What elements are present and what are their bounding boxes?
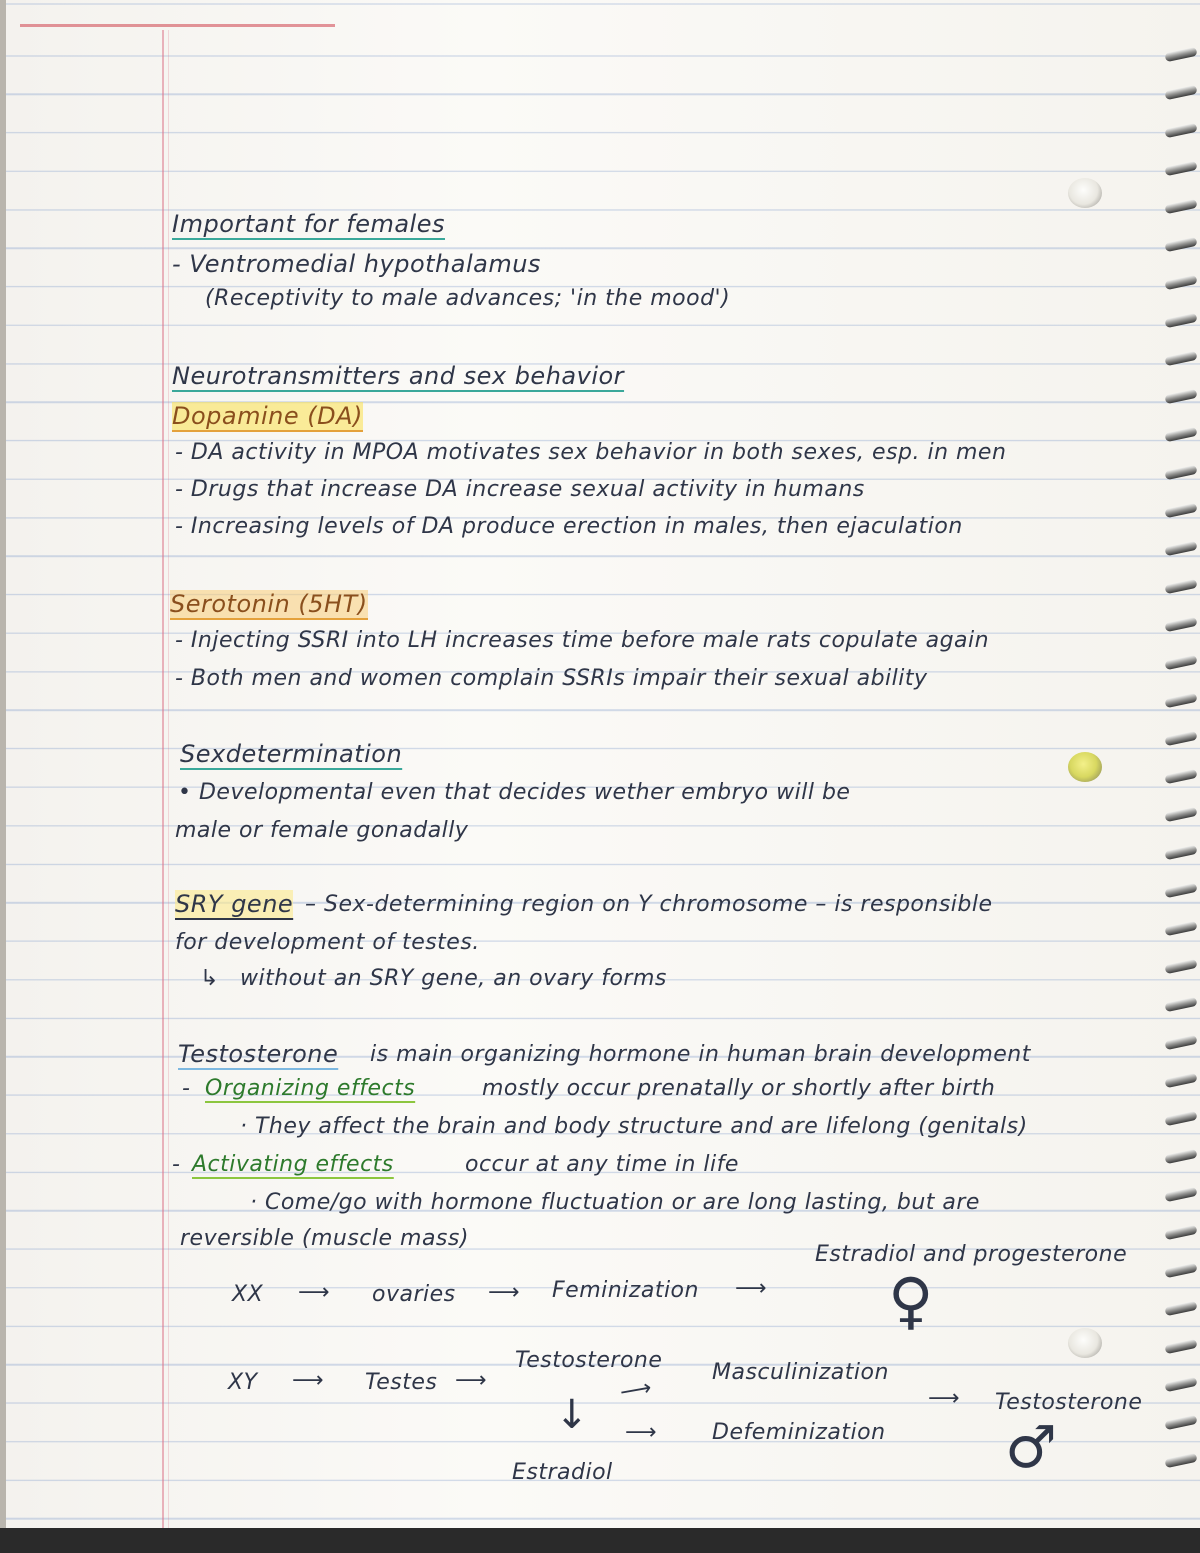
arrow-icon: ⟶ — [292, 1368, 325, 1393]
sry-line-1: – Sex-determining region on Y chromosome – is responsible — [305, 892, 993, 917]
spiral-coil — [1164, 1149, 1197, 1164]
spiral-coil — [1164, 1187, 1197, 1202]
sex-determination-line-2: male or female gonadally — [175, 818, 469, 843]
organizing-effects-line: mostly occur prenatally or shortly after birth — [482, 1076, 996, 1101]
spiral-coil — [1164, 427, 1197, 442]
neurotransmitters-heading: Neurotransmitters and sex behavior — [172, 362, 625, 390]
spiral-coil — [1164, 1263, 1197, 1278]
estradiol-label: Estradiol — [512, 1460, 613, 1485]
punch-hole — [1068, 178, 1102, 208]
spiral-coil — [1164, 769, 1197, 784]
testosterone-line-1: is main organizing hormone in human brain development — [370, 1042, 1031, 1067]
male-symbol-icon: ♂ — [1005, 1413, 1057, 1481]
spiral-coil — [1164, 845, 1197, 860]
spiral-coil — [1164, 1453, 1197, 1468]
spiral-coil — [1164, 275, 1197, 290]
xx-label: XX — [232, 1282, 264, 1307]
sex-determination-heading: Sexdetermination — [180, 740, 403, 768]
spiral-coil — [1164, 47, 1197, 62]
page-left-edge — [0, 0, 6, 1530]
spiral-coil — [1164, 1339, 1197, 1354]
dopamine-heading: Dopamine (DA) — [172, 402, 363, 430]
arrow-icon: ⟶ — [488, 1280, 521, 1305]
sex-determination-line-1: • Developmental even that decides wether embryo will be — [178, 780, 851, 805]
organizing-effects-detail: · They affect the brain and body structure and are lifelong (genitals) — [240, 1114, 1028, 1139]
testosterone-term: Testosterone — [178, 1040, 339, 1068]
margin-line — [162, 30, 164, 1528]
sry-gene-term: SRY gene — [175, 890, 294, 918]
sry-arrow-icon: ↳ — [200, 966, 219, 991]
dopamine-item: - Increasing levels of DA produce erection in males, then ejaculation — [175, 514, 963, 539]
spiral-coil — [1164, 351, 1197, 366]
dash-mark: - — [182, 1076, 191, 1101]
spiral-coil — [1164, 921, 1197, 936]
xy-label: XY — [228, 1370, 258, 1395]
serotonin-item: - Both men and women complain SSRIs impair their sexual ability — [175, 666, 928, 691]
dopamine-item: - DA activity in MPOA motivates sex behavior in both sexes, esp. in men — [175, 440, 1007, 465]
activating-effects-detail-2: reversible (muscle mass) — [180, 1226, 469, 1251]
spiral-coil — [1164, 1301, 1197, 1316]
margin-line-shadow — [168, 30, 169, 1528]
punch-hole — [1068, 752, 1102, 782]
spiral-coil — [1164, 541, 1197, 556]
masculinization-label: Masculinization — [712, 1360, 889, 1385]
ovaries-label: ovaries — [372, 1282, 456, 1307]
sry-line-2: for development of testes. — [175, 930, 480, 955]
spiral-coil — [1164, 693, 1197, 708]
spiral-coil — [1164, 237, 1197, 252]
spiral-coil — [1164, 1415, 1197, 1430]
dash-mark: - — [172, 1152, 181, 1177]
spiral-coil — [1164, 883, 1197, 898]
serotonin-heading: Serotonin (5HT) — [170, 590, 368, 618]
spiral-coil — [1164, 1377, 1197, 1392]
activating-effects-line: occur at any time in life — [465, 1152, 739, 1177]
arrow-icon: ⟶ — [618, 1375, 654, 1406]
xx-hormones-label: Estradiol and progesterone — [815, 1242, 1128, 1267]
spiral-coil — [1164, 731, 1197, 746]
females-line-1: - Ventromedial hypothalamus — [172, 250, 541, 278]
spiral-coil — [1164, 503, 1197, 518]
females-heading: Important for females — [172, 210, 445, 238]
spiral-coil — [1164, 807, 1197, 822]
spiral-coil — [1164, 1225, 1197, 1240]
spiral-coil — [1164, 617, 1197, 632]
arrow-icon: ⟶ — [735, 1276, 768, 1301]
arrow-icon: ⟶ — [298, 1280, 331, 1305]
spiral-coil — [1164, 1073, 1197, 1088]
feminization-label: Feminization — [552, 1278, 699, 1303]
activating-effects-detail-1: · Come/go with hormone fluctuation or are long lasting, but are — [250, 1190, 980, 1215]
sry-line-3: without an SRY gene, an ovary forms — [240, 966, 667, 991]
result-testosterone-label: Testosterone — [995, 1390, 1143, 1415]
spiral-coil — [1164, 579, 1197, 594]
spiral-coil — [1164, 123, 1197, 138]
arrow-icon: ⟶ — [455, 1368, 488, 1393]
page-bottom-edge — [0, 1528, 1200, 1553]
spiral-binding — [1165, 50, 1200, 1480]
defeminization-label: Defeminization — [712, 1420, 886, 1445]
spiral-coil — [1164, 389, 1197, 404]
spiral-coil — [1164, 1035, 1197, 1050]
female-symbol-icon: ♀ — [888, 1264, 934, 1337]
testes-label: Testes — [365, 1370, 438, 1395]
punch-hole — [1068, 1328, 1102, 1358]
arrow-icon: ⟶ — [928, 1386, 961, 1411]
down-arrow-icon: ↓ — [555, 1392, 590, 1438]
spiral-coil — [1164, 199, 1197, 214]
organizing-effects-term: Organizing effects — [205, 1076, 416, 1101]
spiral-coil — [1164, 959, 1197, 974]
spiral-coil — [1164, 465, 1197, 480]
top-margin-mark — [20, 24, 335, 27]
spiral-coil — [1164, 161, 1197, 176]
spiral-coil — [1164, 85, 1197, 100]
spiral-coil — [1164, 655, 1197, 670]
spiral-coil — [1164, 1111, 1197, 1126]
activating-effects-term: Activating effects — [192, 1152, 394, 1177]
spiral-coil — [1164, 997, 1197, 1012]
females-line-2: (Receptivity to male advances; 'in the mood') — [205, 286, 731, 311]
dopamine-item: - Drugs that increase DA increase sexual activity in humans — [175, 477, 865, 502]
serotonin-item: - Injecting SSRI into LH increases time before male rats copulate again — [175, 628, 990, 653]
spiral-coil — [1164, 313, 1197, 328]
xy-hormone-label: Testosterone — [515, 1348, 663, 1373]
arrow-icon: ⟶ — [625, 1420, 658, 1445]
